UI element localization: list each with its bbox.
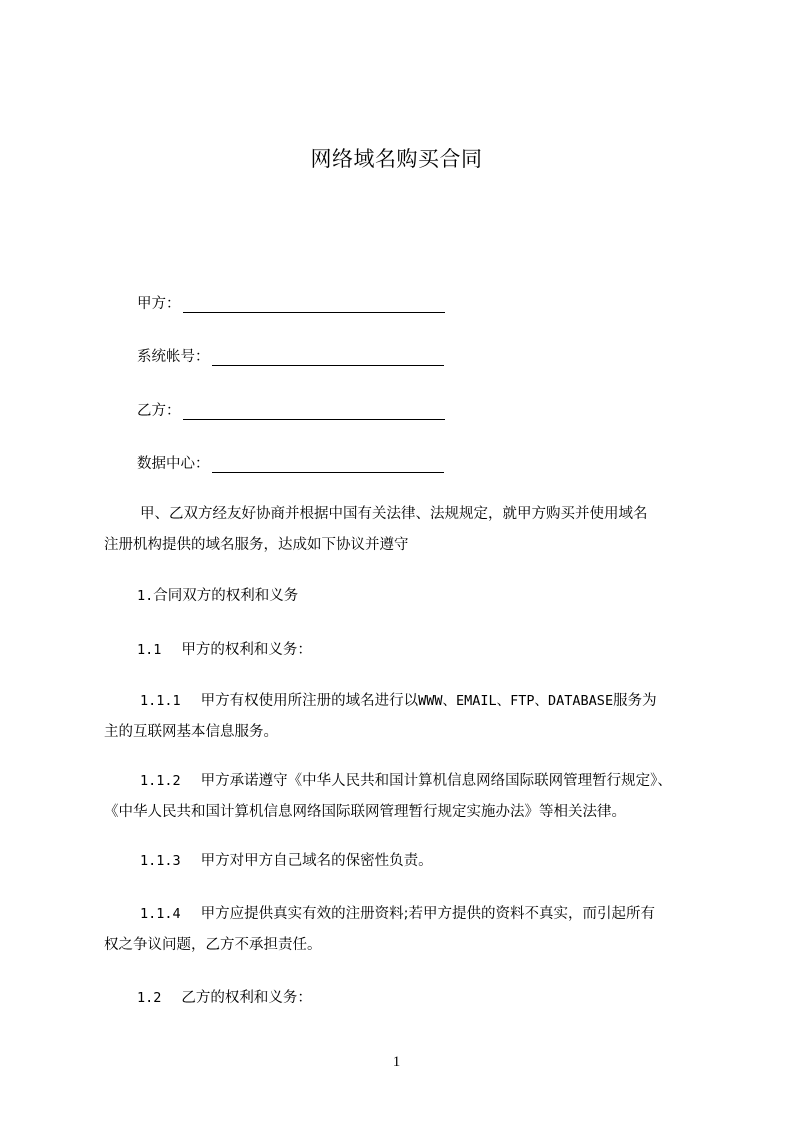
field-system-account-label: 系统帐号： <box>137 349 210 365</box>
section-1-1-number: 1.1 <box>137 642 162 658</box>
clause-1-1-2-line-2: 《中华人民共和国计算机信息网络国际联网管理暂行规定实施办法》等相关法律。 <box>104 804 626 820</box>
section-1-2-text: 乙方的权利和义务： <box>181 990 312 1006</box>
clause-1-1-2-line-1 <box>104 766 724 797</box>
clause-1-1-1-line-2: 主的互联网基本信息服务。 <box>104 724 278 740</box>
clause-1-1-1 <box>104 686 704 748</box>
field-system-account-blank[interactable] <box>212 350 444 366</box>
intro-line-1: 甲、乙双方经友好协商并根据中国有关法律、法规规定，就甲方购买并使用域名 <box>140 506 648 522</box>
field-party-b-label: 乙方： <box>137 403 181 419</box>
clause-1-1-4-text: 甲方应提供真实有效的注册资料;若甲方提供的资料不真实，而引起所有 <box>200 906 656 922</box>
field-data-center-label: 数据中心： <box>137 456 210 472</box>
clause-1-1-2 <box>104 766 724 828</box>
section-1-1-heading <box>137 638 312 659</box>
clause-1-1-4-number: 1.1.4 <box>140 906 181 922</box>
clause-1-1-1-line-1 <box>104 686 704 717</box>
field-system-account <box>137 342 444 366</box>
clause-1-1-1-services: WWW、EMAIL、FTP、DATABASE <box>418 693 614 709</box>
field-party-a <box>137 289 445 313</box>
page-number: 1 <box>392 1054 401 1070</box>
field-party-a-blank[interactable] <box>183 297 445 313</box>
clause-1-1-1-text-a: 甲方有权使用所注册的域名进行以 <box>200 693 419 709</box>
clause-1-1-4 <box>104 899 704 961</box>
section-1-text: 合同双方的权利和义务 <box>153 588 299 604</box>
clause-1-1-2-text: 甲方承诺遵守《中华人民共和国计算机信息网络国际联网管理暂行规定》、 <box>200 773 672 789</box>
clause-1-1-1-text-c: 服务为 <box>613 693 657 709</box>
section-1-2-heading <box>137 986 312 1007</box>
field-data-center <box>137 449 444 473</box>
clause-1-1-3-number: 1.1.3 <box>140 853 181 869</box>
section-1-number: 1. <box>137 588 154 604</box>
clause-1-1-4-line-1 <box>104 899 704 930</box>
document-title: 网络域名购买合同 <box>310 147 483 171</box>
field-data-center-blank[interactable] <box>212 457 444 473</box>
clause-1-1-4-line-2: 权之争议问题，乙方不承担责任。 <box>104 937 322 953</box>
clause-1-1-3-text: 甲方对甲方自己域名的保密性负责。 <box>200 853 433 869</box>
clause-1-1-3 <box>104 846 704 877</box>
field-party-a-label: 甲方： <box>137 296 181 312</box>
section-1-heading <box>137 584 298 605</box>
section-1-1-text: 甲方的权利和义务： <box>181 642 312 658</box>
clause-1-1-2-number: 1.1.2 <box>140 773 181 789</box>
section-1-2-number: 1.2 <box>137 990 162 1006</box>
field-party-b-blank[interactable] <box>183 404 445 420</box>
clause-1-1-1-number: 1.1.1 <box>140 693 181 709</box>
intro-line-2: 注册机构提供的域名服务，达成如下协议并遵守 <box>104 537 409 553</box>
intro-paragraph <box>104 499 704 561</box>
field-party-b <box>137 396 445 420</box>
clause-1-1-3-line-1 <box>104 846 704 877</box>
